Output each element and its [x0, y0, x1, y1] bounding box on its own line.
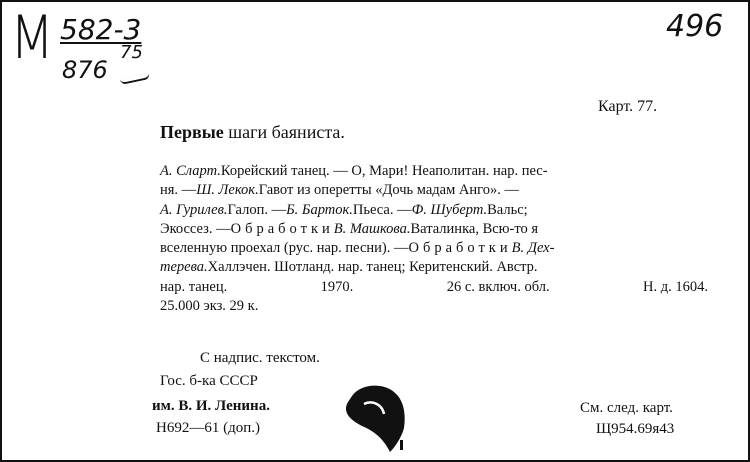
contents-text: Экоссез. —: [160, 220, 231, 237]
handwritten-shelf-superscript: 75: [120, 42, 143, 63]
contents-author: В. Машкова.: [333, 220, 411, 237]
print-run: 25.000 экз. 29 к.: [160, 298, 259, 315]
contents-line: [160, 258, 708, 277]
contents-author: В. Дех-: [511, 240, 555, 257]
contents-line: [160, 181, 708, 200]
contents-arrangements-label: Обработки: [408, 240, 512, 257]
handwritten-underline-mark: [120, 73, 151, 85]
library-line-1: Гос. б-ка СССР: [160, 373, 258, 389]
imprint-genre: нар. танец.: [160, 278, 228, 295]
contents-text: Пьеса. —: [352, 201, 412, 218]
library-line-2: им. В. И. Ленина.: [152, 398, 270, 414]
contents-line: [160, 220, 708, 239]
contents-text: Ваталинка, Всю-то я: [410, 220, 539, 237]
contents-text: Гавот из оперетты «Дочь мадам Анго». —: [258, 182, 519, 199]
contents-author: А. Сларт.: [160, 163, 221, 179]
imprint-number: Н. д. 1604.: [643, 278, 708, 295]
book-title-bold: Первые: [160, 122, 224, 142]
contents-text: Вальс;: [487, 201, 528, 218]
handwritten-shelf-numerator: 582-3: [60, 13, 142, 46]
contents-line: [160, 162, 708, 181]
ink-stamp-mark: [338, 376, 408, 454]
contents-line: [160, 239, 708, 258]
print-run-line: [160, 297, 708, 316]
contents-author: А. Гурилев.: [160, 201, 228, 218]
book-title-rest: шаги баяниста.: [223, 122, 345, 142]
contents-author: Б. Барток.: [286, 201, 353, 218]
note-text: С надпис. текстом.: [200, 350, 320, 366]
contents-text: Халлэчен. Шотланд. нар. танец; Керитенский. Австр.: [207, 259, 538, 276]
handwritten-shelf-denominator: 876: [62, 56, 108, 84]
imprint-pages: 26 с. включ. обл.: [446, 278, 550, 295]
handwritten-shelf-letter: M: [10, 3, 55, 73]
contents-text: вселенную проехал (рус. нар. песни). —: [160, 240, 409, 257]
book-title: [160, 122, 345, 143]
contents-author: Ш. Лекок.: [196, 182, 259, 199]
contents-author: терева.: [160, 259, 208, 276]
see-next-card: См. след. карт.: [580, 400, 673, 416]
contents-text: ня. —: [160, 182, 197, 199]
classification-code: Щ954.69я43: [596, 421, 675, 437]
contents-text: Галоп. —: [227, 201, 287, 218]
card-number: Карт. 77.: [598, 98, 658, 115]
library-line-3: Н692—61 (доп.): [156, 420, 260, 436]
contents-author: Ф. Шуберт.: [411, 201, 488, 218]
contents-arrangements-label: Обработки: [230, 220, 334, 237]
contents-description: [160, 162, 708, 316]
imprint-year: 1970.: [320, 278, 354, 295]
imprint-line: [160, 278, 708, 297]
contents-line: [160, 201, 708, 220]
contents-text: Корейский танец. — О, Мари! Неаполитан. нар. пес-: [220, 163, 548, 179]
handwritten-corner-number: 496: [666, 9, 724, 44]
